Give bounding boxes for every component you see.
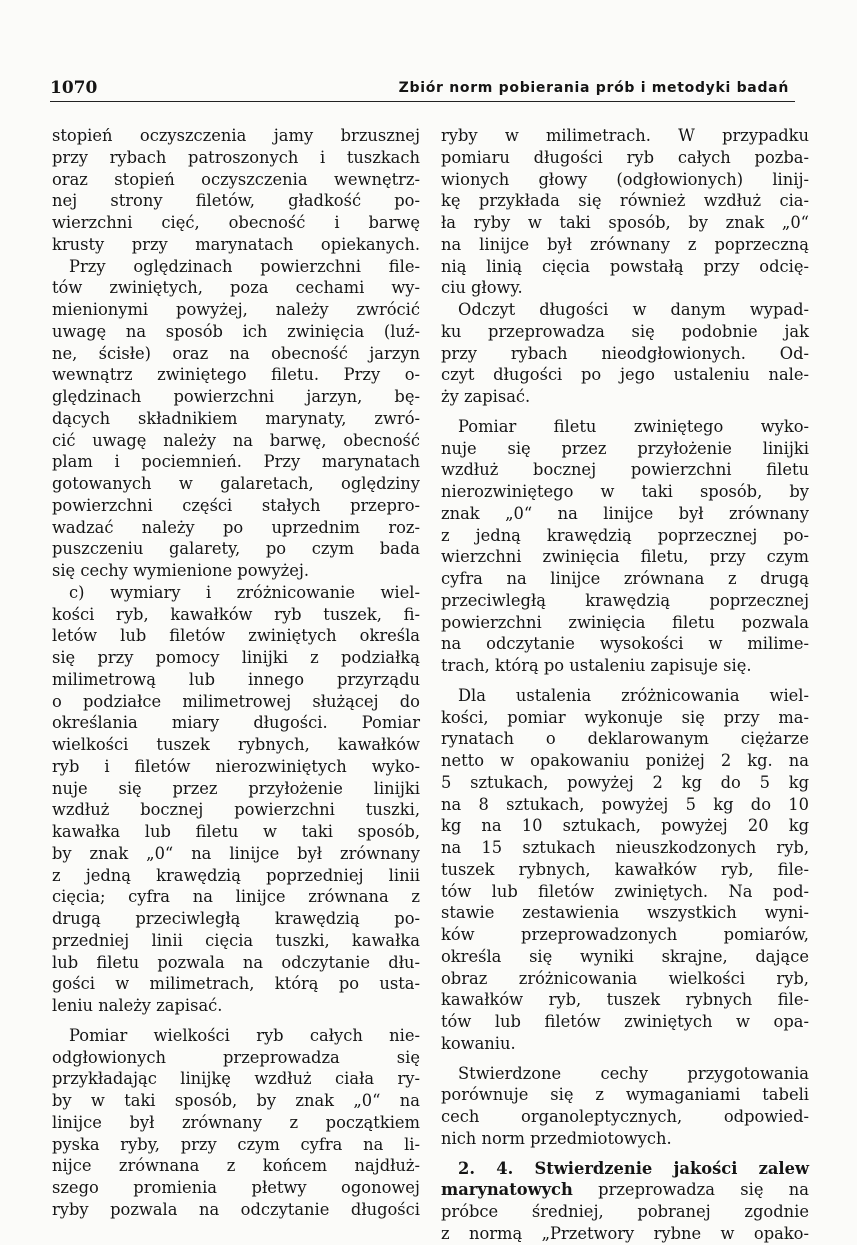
text-line: milimetrową lub innego przyrządu (52, 669, 420, 689)
text-line: przykładając linijkę wzdłuż ciała ry- (52, 1069, 420, 1089)
text-line: ryb i filetów nierozwiniętych wyko- (52, 756, 420, 776)
text-line: nuje się przez przyłożenie linijki (441, 438, 809, 458)
text-line: określa się wyniki skrajne, dające (441, 946, 809, 966)
text-line: gości w milimetrach, którą po usta- (52, 974, 420, 994)
text-line: leniu należy zapisać. (52, 996, 223, 1015)
text-line: przy rybach nieodgłowionych. Od- (441, 343, 809, 363)
text-line: powierzchni zwinięcia filetu pozwala (441, 612, 809, 632)
text-line: nuje się przez przyłożenie linijki (52, 778, 420, 798)
text-line: Dla ustalenia zróżnicowania wiel- (458, 685, 809, 705)
text-line: Pomiar wielkości ryb całych nie- (69, 1025, 420, 1045)
text-line: stawie zestawienia wszystkich wyni- (441, 903, 809, 923)
text-line: nierozwiniętego w taki sposób, by (441, 482, 809, 501)
left-column (52, 125, 420, 1221)
text-line: nej strony filetów, gładkość po- (52, 191, 420, 211)
text-line: znak „0“ na linijce był zrównany (441, 503, 809, 523)
text-line: na odczytanie wysokości w milime- (441, 634, 809, 654)
text-line: tów lub filetów zwiniętych w opa- (441, 1012, 809, 1031)
text-line: przedniej linii cięcia tuszki, kawałka (52, 930, 420, 950)
paragraph-gap (52, 1017, 420, 1025)
text-line: ła ryby w taki sposób, by znak „0“ (441, 213, 809, 232)
text-line: netto w opakowaniu poniżej 2 kg. na (441, 751, 809, 770)
text-line: wzdłuż bocznej powierzchni tuszki, (52, 800, 420, 820)
text-line: 5 sztukach, powyżej 2 kg do 5 kg (441, 772, 809, 792)
text-line: tuszek rybnych, kawałków ryb, file- (441, 859, 809, 879)
text-line: tów zwiniętych, poza cechami wy- (52, 278, 420, 298)
text-line: oraz stopień oczyszczenia wewnętrz- (52, 169, 420, 189)
text-line: kawałka lub filetu w taki sposób, (52, 822, 420, 841)
text-line: wadzać należy po uprzednim roz- (52, 517, 420, 537)
text-line: tów lub filetów zwiniętych. Na pod- (441, 881, 809, 901)
text-line: kości ryb, kawałków ryb tuszek, fi- (52, 604, 420, 624)
text-line: porównuje się z wymaganiami tabeli (441, 1085, 809, 1105)
text-line: ków przeprowadzonych pomiarów, (441, 925, 809, 944)
text-line: szego promienia płetwy ogonowej (52, 1178, 420, 1197)
text-line: ku przeprowadza się podobnie jak (441, 321, 809, 341)
paragraph-gap (441, 1055, 809, 1063)
text-line: marynatowych przeprowadza się na (441, 1180, 809, 1200)
text-line: drugą przeciwległą krawędzią po- (52, 909, 420, 928)
page-header (50, 78, 795, 100)
text-line: trach, którą po ustaleniu zapisuje się. (441, 656, 752, 675)
text-line: by znak „0“ na linijce był zrównany (52, 843, 420, 863)
text-line: 2. 4. Stwierdzenie jakości zalew (458, 1158, 809, 1178)
text-line: ne, ścisłe) oraz na obecność jarzyn (52, 343, 420, 363)
text-line: ciu głowy. (441, 278, 523, 298)
text-line: odgłowionych przeprowadza się (52, 1047, 420, 1067)
text-line: czyt długości po jego ustaleniu nale- (441, 365, 809, 385)
text-line: Pomiar filetu zwiniętego wyko- (458, 416, 809, 436)
text-line: plam i pociemnień. Przy marynatach (52, 452, 420, 472)
text-line: określania miary długości. Pomiar (52, 713, 420, 733)
text-line: uwagę na sposób ich zwinięcia (luź- (52, 321, 420, 341)
text-line: c) wymiary i zróżnicowanie wiel- (69, 582, 420, 602)
text-line: z normą „Przetwory rybne w opako- (441, 1223, 809, 1243)
text-line: przeciwległą krawędzią poprzecznej (441, 590, 809, 610)
text-line: ryby w milimetrach. W przypadku (441, 126, 809, 145)
text-line: cyfra na linijce zrównana z drugą (441, 569, 809, 588)
text-line: wierzchni zwinięcia filetu, przy czym (441, 547, 809, 567)
text-line: lub filetu pozwala na odczytanie dłu- (52, 952, 420, 972)
text-line: obraz zróżnicowania wielkości ryb, (441, 968, 809, 988)
text-line: kę przykłada się również wzdłuż cia- (441, 191, 809, 211)
text-line: na linijce był zrównany z poprzeczną (441, 234, 809, 254)
text-line: z jedną krawędzią poprzedniej linii (52, 865, 420, 885)
text-line: rynatach o deklarowanym ciężarze (441, 729, 809, 749)
right-column (441, 125, 809, 1245)
text-line: przy rybach patroszonych i tuszkach (52, 147, 420, 167)
text-line: letów lub filetów zwiniętych określa (52, 626, 420, 646)
text-line: nią linią cięcia powstałą przy odcię- (441, 256, 809, 276)
text-line: Odczyt długości w danym wypad- (458, 300, 809, 319)
text-line: na 15 sztukach nieuszkodzonych ryb, (441, 838, 809, 857)
text-line: mienionymi powyżej, należy zwrócić (52, 300, 420, 319)
text-line: o podziałce milimetrowej służącej do (52, 691, 420, 711)
text-line: pomiaru długości ryb całych pozba- (441, 147, 809, 167)
paragraph-gap (441, 677, 809, 685)
text-line: linijce był zrównany z początkiem (52, 1112, 420, 1132)
paragraph-gap (441, 408, 809, 416)
text-line: krusty przy marynatach opiekanych. (52, 234, 420, 254)
text-line: cić uwagę należy na barwę, obecność (52, 430, 420, 450)
text-line: kości, pomiar wykonuje się przy ma- (441, 707, 809, 727)
text-line: się przy pomocy linijki z podziałką (52, 648, 420, 667)
text-line: ży zapisać. (441, 387, 531, 406)
text-line: nich norm przedmiotowych. (441, 1128, 672, 1148)
text-line: ryby pozwala na odczytanie długości (52, 1199, 420, 1219)
text-line: z jedną krawędzią poprzecznej po- (441, 525, 809, 545)
text-line: puszczeniu galarety, po czym bada (52, 539, 420, 559)
text-line: pyska ryby, przy czym cyfra na li- (52, 1134, 420, 1154)
text-line: cięcia; cyfra na linijce zrównana z (52, 887, 420, 907)
text-line: na 8 sztukach, powyżej 5 kg do 10 (441, 794, 809, 814)
text-line: próbce średniej, pobranej zgodnie (441, 1202, 809, 1221)
header-rule (50, 101, 795, 102)
text-line: powierzchni części stałych przepro- (52, 495, 420, 515)
text-line: wzdłuż bocznej powierzchni filetu (441, 460, 809, 480)
text-line: cech organoleptycznych, odpowied- (441, 1107, 809, 1126)
text-line: kowaniu. (441, 1033, 516, 1053)
text-line: kg na 10 sztukach, powyżej 20 kg (441, 816, 809, 836)
text-line: wielkości tuszek rybnych, kawałków (52, 735, 420, 754)
running-title: Zbiór norm pobierania prób i metodyki badań (398, 80, 789, 96)
text-line: dących składnikiem marynaty, zwró- (52, 408, 420, 428)
text-line: Stwierdzone cechy przygotowania (458, 1063, 809, 1083)
page-number: 1070 (50, 78, 98, 98)
text-line: wierzchni cięć, obecność i barwę (52, 213, 420, 232)
text-line: nijce zrównana z końcem najdłuż- (52, 1156, 420, 1176)
paragraph-gap (441, 1150, 809, 1158)
text-line: by w taki sposób, by znak „0“ na (52, 1091, 420, 1110)
text-line: gotowanych w galaretach, oględziny (52, 474, 420, 493)
text-line: się cechy wymienione powyżej. (52, 561, 310, 580)
text-line: Przy oględzinach powierzchni file- (69, 256, 420, 276)
text-line: kawałków ryb, tuszek rybnych file- (441, 990, 809, 1010)
text-line: stopień oczyszczenia jamy brzusznej (52, 126, 420, 145)
text-line: wionych głowy (odgłowionych) linij- (441, 169, 809, 189)
text-line: ględzinach powierzchni jarzyn, bę- (52, 387, 420, 406)
text-line: wewnątrz zwiniętego filetu. Przy o- (52, 365, 420, 385)
